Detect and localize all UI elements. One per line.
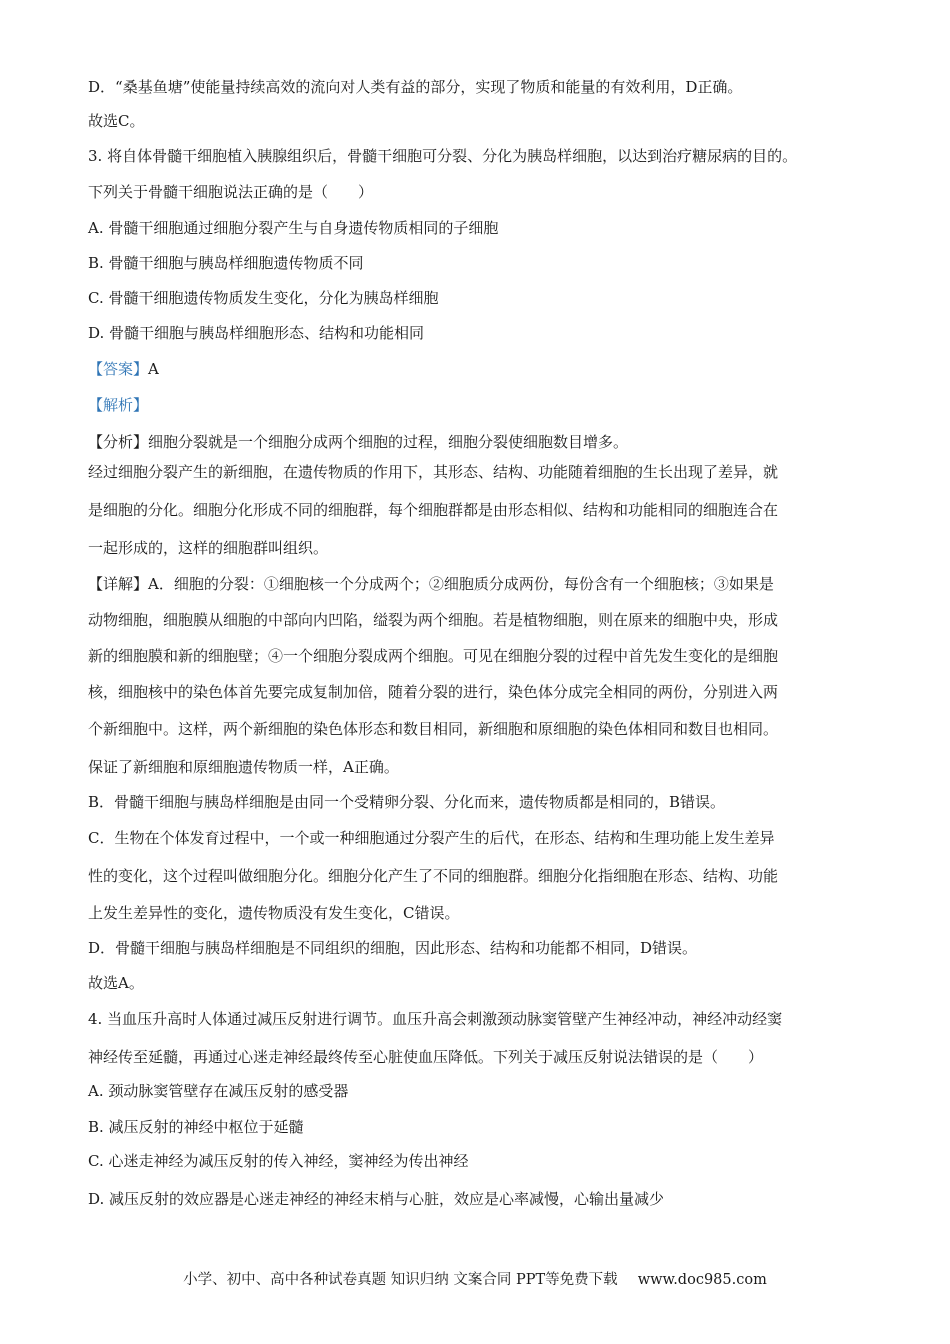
footer-text: 小学、初中、高中各种试卷真题 知识归纳 文案合同 PPT等免费下载 xyxy=(183,1272,618,1288)
line-text: 【详解】A．细胞的分裂：①细胞核一个分成两个；②细胞质分成两份，每份含有一个细胞核；③如果是 xyxy=(88,575,774,593)
page-footer xyxy=(0,1268,950,1289)
text-line-l30 xyxy=(88,1116,868,1138)
line-text: 动物细胞，细胞膜从细胞的中部向内凹陷，缢裂为两个细胞。若是植物细胞，则在原来的细胞中央，形成 xyxy=(88,611,779,629)
line-text: 下列关于骨髓干细胞说法正确的是（ ） xyxy=(88,183,374,201)
line-text: C. 骨髓干细胞遗传物质发生变化，分化为胰岛样细胞 xyxy=(88,289,439,307)
text-line-l03 xyxy=(88,145,868,167)
line-text: 经过细胞分裂产生的新细胞，在遗传物质的作用下，其形态、结构、功能随着细胞的生长出现了差异，就 xyxy=(88,463,779,481)
line-text: 4. 当血压升高时人体通过减压反射进行调节。血压升高会刺激颈动脉窦管壁产生神经冲动，神经冲动经窦 xyxy=(88,1010,783,1028)
text-line-l02 xyxy=(88,110,868,132)
text-line-l05 xyxy=(88,217,868,239)
text-line-l09 xyxy=(88,358,868,380)
text-line-l07 xyxy=(88,287,868,309)
line-text: 保证了新细胞和原细胞遗传物质一样，A正确。 xyxy=(88,758,399,776)
line-text: D．“桑基鱼塘”使能量持续高效的流向对人类有益的部分，实现了物质和能量的有效利用，D正确。 xyxy=(88,78,743,96)
line-text: D．骨髓干细胞与胰岛样细胞是不同组织的细胞，因此形态、结构和功能都不相同，D错误。 xyxy=(88,939,698,957)
line-text: 新的细胞膜和新的细胞壁；④一个细胞分裂成两个细胞。可见在细胞分裂的过程中首先发生变化的是细胞 xyxy=(88,647,779,665)
text-line-l26 xyxy=(88,972,868,994)
text-line-l04 xyxy=(88,181,868,203)
text-line-l08 xyxy=(88,322,868,344)
text-line-l24 xyxy=(88,902,868,924)
line-text: 故选A。 xyxy=(88,974,144,992)
text-line-l29 xyxy=(88,1080,868,1102)
line-text: 【分析】细胞分裂就是一个细胞分成两个细胞的过程，细胞分裂使细胞数目增多。 xyxy=(88,433,629,451)
text-line-l19 xyxy=(88,718,868,740)
section-tag: 【解析】 xyxy=(88,396,149,414)
line-text: A xyxy=(148,360,159,378)
line-text: 一起形成的，这样的细胞群叫组织。 xyxy=(88,539,329,557)
line-text: D. 骨髓干细胞与胰岛样细胞形态、结构和功能相同 xyxy=(88,324,425,342)
text-line-l16 xyxy=(88,609,868,631)
text-line-l20 xyxy=(88,756,868,778)
text-line-l13 xyxy=(88,499,868,521)
text-line-l15 xyxy=(88,573,868,595)
text-line-l31 xyxy=(88,1150,868,1172)
line-text: 是细胞的分化。细胞分化形成不同的细胞群，每个细胞群都是由形态相似、结构和功能相同的细胞连合在 xyxy=(88,501,779,519)
text-line-l10 xyxy=(88,394,868,416)
section-tag: 【答案】 xyxy=(88,360,149,378)
text-line-l18 xyxy=(88,681,868,703)
line-text: C．生物在个体发育过程中，一个或一种细胞通过分裂产生的后代，在形态、结构和生理功能上发生差异 xyxy=(88,829,775,847)
text-line-l14 xyxy=(88,537,868,559)
text-line-l23 xyxy=(88,865,868,887)
line-text: 3. 将自体骨髓干细胞植入胰腺组织后，骨髓干细胞可分裂、分化为胰岛样细胞，以达到治疗糖尿病的目的。 xyxy=(88,147,798,165)
text-line-l25 xyxy=(88,937,868,959)
line-text: C. 心迷走神经为减压反射的传入神经，窦神经为传出神经 xyxy=(88,1152,469,1170)
text-line-l06 xyxy=(88,252,868,274)
text-line-l21 xyxy=(88,791,868,813)
line-text: 上发生差异性的变化，遗传物质没有发生变化，C错误。 xyxy=(88,904,460,922)
text-line-l12 xyxy=(88,461,868,483)
text-line-l11 xyxy=(88,431,868,453)
text-line-l27 xyxy=(88,1008,868,1030)
line-text: 个新细胞中。这样，两个新细胞的染色体形态和数目相同，新细胞和原细胞的染色体相同和数目也相同。 xyxy=(88,720,779,738)
text-line-l28 xyxy=(88,1046,868,1068)
line-text: A. 骨髓干细胞通过细胞分裂产生与自身遗传物质相同的子细胞 xyxy=(88,219,499,237)
line-text: B. 骨髓干细胞与胰岛样细胞遗传物质不同 xyxy=(88,254,364,272)
line-text: 神经传至延髓，再通过心迷走神经最终传至心脏使血压降低。下列关于减压反射说法错误的是（ ） xyxy=(88,1048,764,1066)
line-text: 性的变化，这个过程叫做细胞分化。细胞分化产生了不同的细胞群。细胞分化指细胞在形态、结构、功能 xyxy=(88,867,779,885)
text-line-l17 xyxy=(88,645,868,667)
text-line-l32 xyxy=(88,1188,868,1210)
text-line-l22 xyxy=(88,827,868,849)
line-text: 核，细胞核中的染色体首先要完成复制加倍，随着分裂的进行，染色体分成完全相同的两份，分别进入两 xyxy=(88,683,779,701)
line-text: B. 减压反射的神经中枢位于延髓 xyxy=(88,1118,304,1136)
text-line-l01 xyxy=(88,76,868,98)
line-text: D. 减压反射的效应器是心迷走神经的神经末梢与心脏，效应是心率减慢，心输出量减少 xyxy=(88,1190,665,1208)
line-text: B．骨髓干细胞与胰岛样细胞是由同一个受精卵分裂、分化而来，遗传物质都是相同的，B错误。 xyxy=(88,793,726,811)
line-text: A. 颈动脉窦管壁存在减压反射的感受器 xyxy=(88,1082,349,1100)
line-text: 故选C。 xyxy=(88,112,145,130)
footer-site: www.doc985.com xyxy=(637,1272,767,1288)
